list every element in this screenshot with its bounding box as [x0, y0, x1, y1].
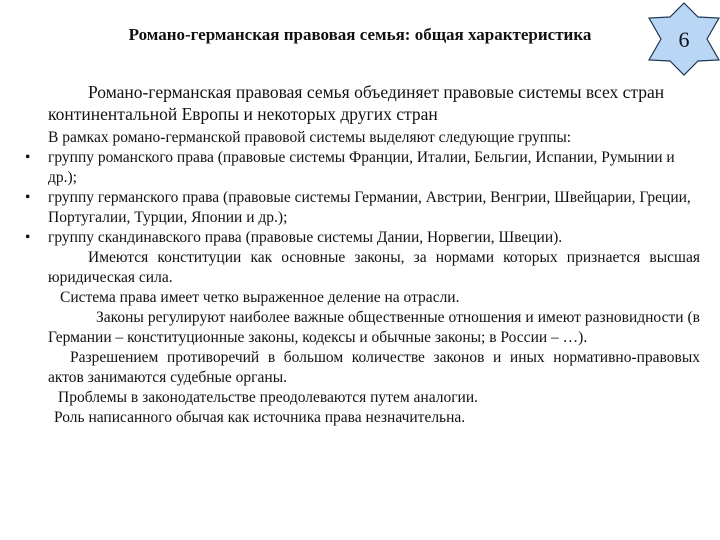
list-item-romance: • группу романского права (правовые системы Франции, Италии, Бельгии, Испании, Румынии и др.); [48, 148, 700, 188]
list-item-scandinavian: • группу скандинавского права (правовые системы Дании, Норвегии, Швеции). [48, 228, 700, 248]
intro-paragraph: Романо-германская правовая семья объединяет правовые системы всех стран континентальной Европы и некоторых других стран [48, 82, 665, 124]
branches-paragraph: Система права имеет четко выраженное деление на отрасли. [60, 289, 460, 306]
groups-list [48, 148, 700, 248]
slide-number: 6 [678, 27, 690, 52]
slide-number-badge [647, 2, 720, 76]
list-item-germanic: • группу германского права (правовые системы Германии, Австрии, Венгрии, Швейцарии, Греции, Португалии, Турции, Японии и др.); [48, 188, 700, 228]
courts-paragraph: Разрешением противоречий в большом количестве законов и иных нормативно-правовых актов занимаются судебные органы. [48, 349, 700, 386]
gaps-paragraph: Проблемы в законодательстве преодолеваются путем аналогии. [58, 389, 479, 406]
custom-paragraph: Роль написанного обычая как источника права незначительна. [54, 409, 466, 426]
body-text [48, 128, 700, 428]
slide-title: Романо-германская правовая семья: общая характеристика [128, 25, 592, 44]
laws-paragraph: Законы регулируют наиболее важные общественные отношения и имеют разновидности (в Германии – конституционные законы, кодексы и обычные законы; в России – …). [48, 309, 700, 346]
groups-lead: В рамках романо-германской правовой системы выделяют следующие группы: [48, 129, 572, 146]
octagon-badge-icon [647, 2, 720, 76]
constitution-paragraph: Имеются конституции как основные законы, за нормами которых признается высшая юридическая сила. [48, 249, 700, 286]
